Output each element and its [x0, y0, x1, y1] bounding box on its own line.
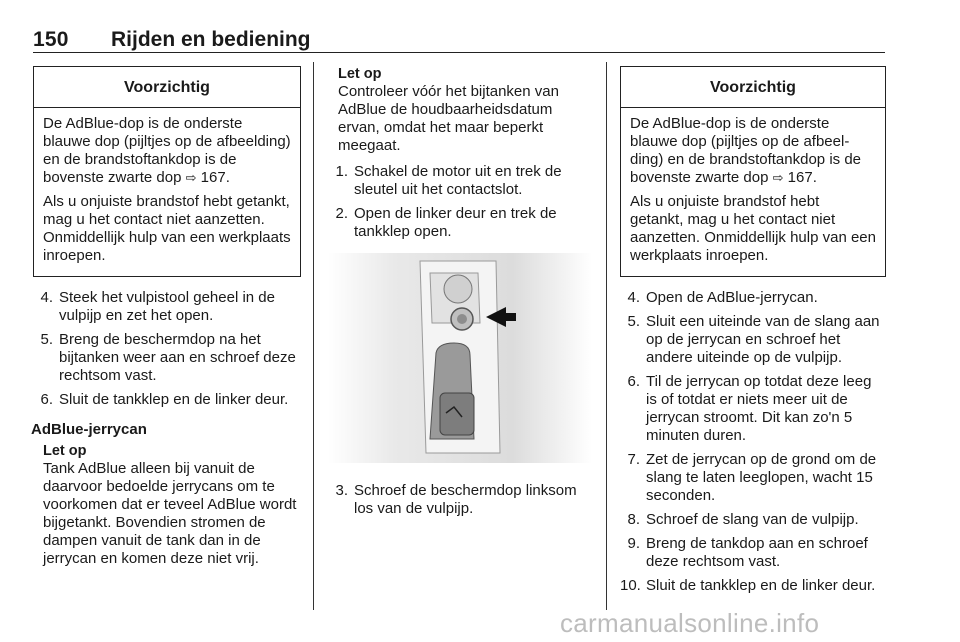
- step-item: 1. Schakel de motor uit en trek de sleutel uit het contactslot.: [335, 163, 562, 198]
- step-item: 7. Zet de jerrycan op de grond om de slang te laten leeglopen, wacht 15 seconden.: [627, 451, 877, 504]
- caution-box-left: [33, 66, 301, 277]
- page-reference-link[interactable]: 167.: [200, 169, 230, 186]
- caution-title: Voorzichtig: [621, 67, 885, 108]
- step-item: 9. Breng de tankdop aan en schroef deze rechtsom vast.: [627, 535, 868, 570]
- step-list: [328, 482, 592, 518]
- note-text: Tank AdBlue alleen bij vanuit de daarvoor bedoelde jerrycans om te voorkomen dat er teveel AdBlue wordt bijgetankt. Bovendien stromen de dampen vanuit de tank dan in de jerrycan en komen deze niet vrij.: [43, 460, 297, 567]
- column-left: [33, 66, 301, 568]
- caution-title: Voorzichtig: [34, 67, 300, 108]
- step-item: 2. Open de linker deur en trek de tankklep open.: [335, 205, 557, 240]
- step-list: [620, 289, 886, 595]
- page-reference-link[interactable]: 167.: [787, 169, 817, 186]
- step-item: 6. Til de jerrycan op totdat deze leeg is of totdat er niets meer uit de jerrycan stroomt. Dit kan zo'n 5 minuten duren.: [627, 373, 872, 444]
- caution-box-right: [620, 66, 886, 277]
- note-title: Let op: [338, 66, 382, 82]
- note-mid: [328, 66, 592, 155]
- watermark: carmanualsonline.info: [560, 608, 820, 638]
- caution-text: Als u onjuiste brandstof hebt getankt, mag u het contact niet aanzetten. Onmiddellijk hulp van een werkplaats inroepen.: [630, 193, 876, 264]
- page-reference-icon: ⇨: [185, 170, 197, 185]
- column-divider-2: [606, 62, 607, 610]
- page-header: [33, 26, 885, 53]
- step-item: 3. Schroef de beschermdop linksom los van de vulpijp.: [335, 482, 577, 517]
- note-text: Controleer vóór het bijtanken van AdBlue de houdbaarheidsdatum ervan, omdat het maar beperkt meegaat.: [338, 83, 559, 154]
- caution-text: De AdBlue-dop is de onderste blauwe dop (pijltjes op de afbeelding) en de brandstoftankdop is de bovenste zwarte dop ⇨ 167.: [630, 115, 861, 186]
- page-number: 150: [33, 28, 69, 51]
- note-left: [33, 443, 301, 568]
- step-item: 6. Sluit de tankklep en de linker deur.: [40, 391, 289, 408]
- step-item: 5. Breng de beschermdop na het bijtanken weer aan en schroef deze rechtsom vast.: [40, 331, 296, 384]
- section-heading: AdBlue-jerrycan: [31, 421, 147, 438]
- step-item: 8. Schroef de slang van de vulpijp.: [627, 511, 859, 528]
- step-list: [33, 289, 301, 409]
- caution-text: De AdBlue-dop is de onderste blauwe dop (pijltjes op de afbeelding) en de brandstoftankdop is de bovenste zwarte dop ⇨ 167.: [43, 115, 291, 186]
- column-right: [620, 66, 886, 601]
- note-title: Let op: [43, 443, 87, 459]
- chapter-title: Rijden en bediening: [111, 28, 311, 51]
- step-item: 10. Sluit de tankklep en de linker deur.: [620, 577, 876, 594]
- step-list: [328, 163, 592, 241]
- step-item: 4. Open de AdBlue-jerrycan.: [627, 289, 818, 306]
- column-middle: [328, 66, 592, 524]
- step-item: 5. Sluit een uiteinde van de slang aan op de jerrycan en schroef het andere uiteinde op de vulpijp.: [627, 313, 880, 366]
- filler-cap-illustration: [328, 253, 592, 463]
- step-item: 4. Steek het vulpistool geheel in de vulpijp en zet het open.: [40, 289, 275, 324]
- caution-text: Als u onjuiste brandstof hebt getankt, mag u het contact niet aanzetten. Onmiddellijk hulp van een werkplaats inroepen.: [43, 193, 291, 264]
- column-divider-1: [313, 62, 314, 610]
- page-reference-icon: ⇨: [772, 170, 784, 185]
